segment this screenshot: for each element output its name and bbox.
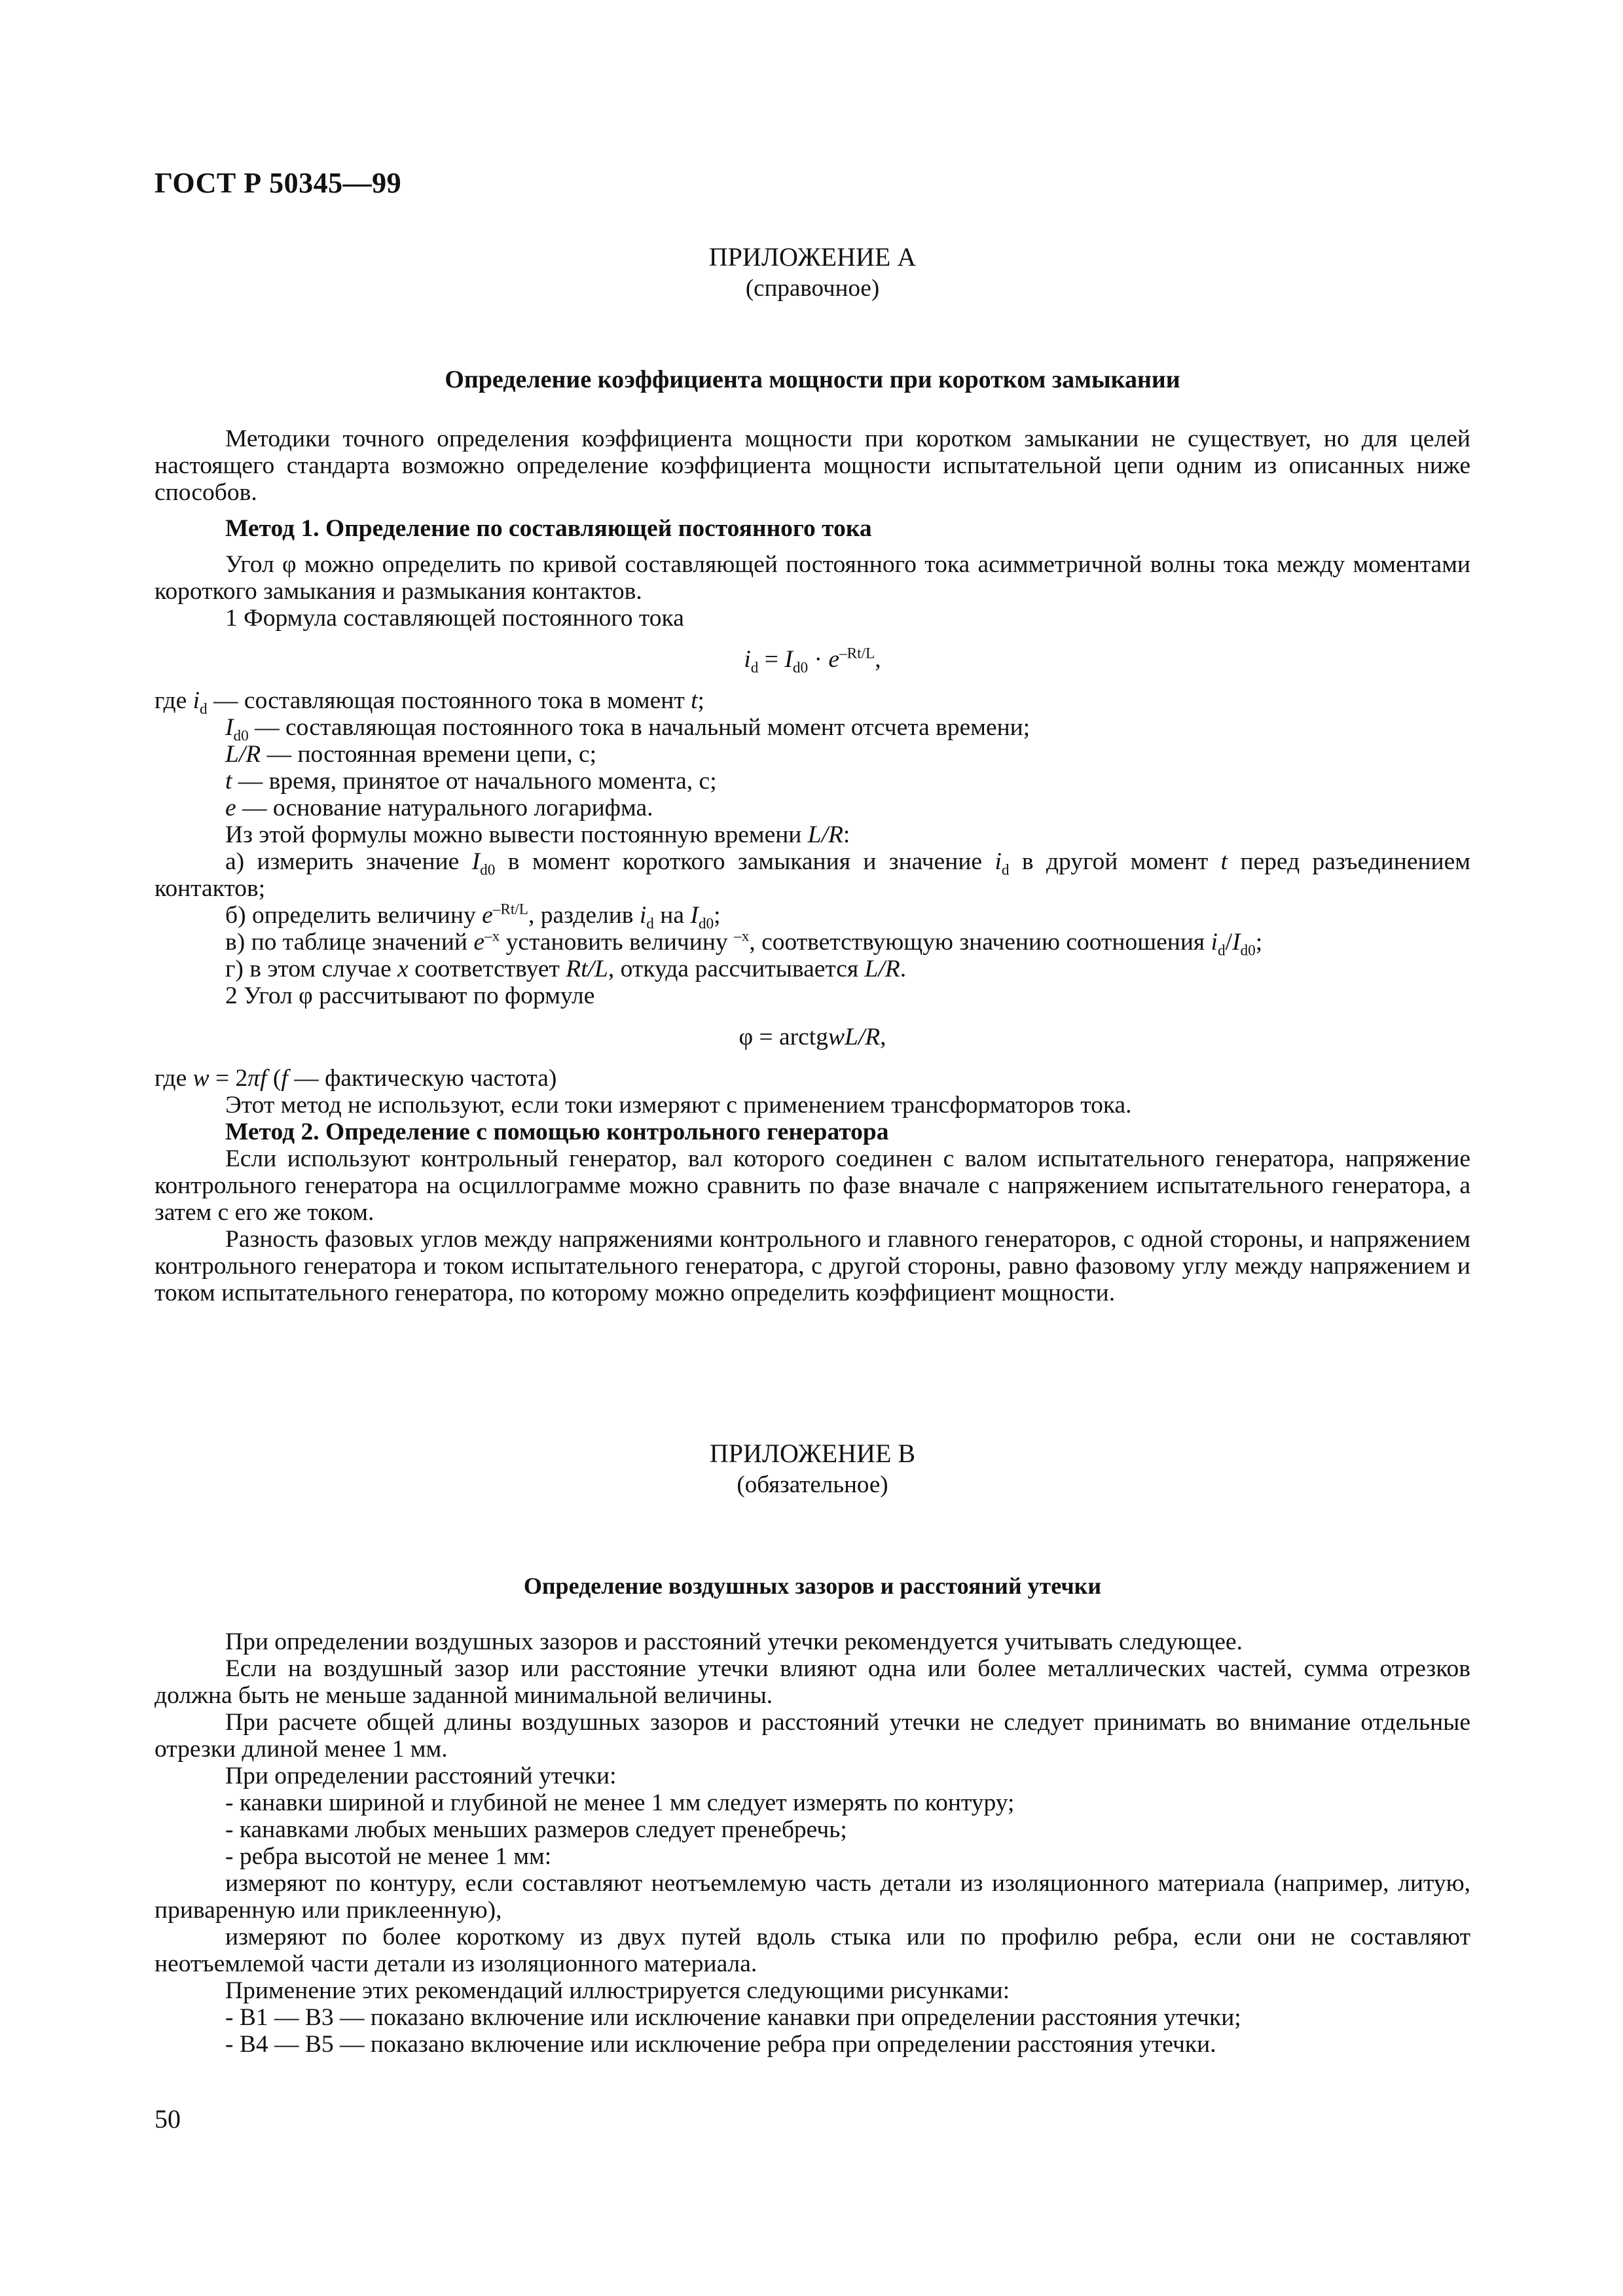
b-paragraph-4: При определении расстояний утечки: (225, 1763, 617, 1789)
method-1-note: Этот метод не используют, если токи измеряют с применением трансформаторов тока. (225, 1092, 1132, 1119)
b-list-item-5: - В4 — В5 — показано включение или исключение ребра при определении расстояния утечки. (225, 2031, 1216, 2058)
b-paragraph-5: измеряют по контуру, если составляют неотъемлемую часть детали из изоляционного материала (например, литую, приваренную или приклеенную), (155, 1870, 1470, 1924)
where-lr: L/R — постоянная времени цепи, с; (225, 741, 597, 768)
formula-1: $i_d = I_{d0} \cdot e^{-Rt/L}$, (744, 645, 881, 677)
b-paragraph-2: Если на воздушный зазор или расстояние утечки влияют одна или более металлических частей, сумма отрезков должна быть не меньше заданной минимальной величины. (155, 1655, 1470, 1709)
where-id: где $i_d$ — составляющая постоянного тока в момент t; (155, 687, 704, 718)
appendix-a-body (155, 425, 1470, 1306)
page-number: 50 (155, 2104, 181, 2134)
where-t: t — время, принятое от начального момента, с; (225, 768, 717, 795)
method-1-paragraph: Угол φ можно определить по кривой составляющей постоянного тока асимметричной волны тока между моментами короткого замыкания и размыкания контактов. (155, 551, 1470, 605)
where-id0: $I_{d0}$ — составляющая постоянного тока в начальный момент отсчета времени; (225, 714, 1030, 745)
step-d: г) в этом случае x соответствует Rt/L, откуда рассчитывается L/R. (225, 956, 907, 982)
method-1-heading: Метод 1. Определение по составляющей постоянного тока (225, 515, 872, 542)
method-2-paragraph-1: Если используют контрольный генератор, вал которого соединен с валом испытательного генератора, напряжение контрольного генератора на осциллограмме можно сравнить по фазе вначале с напряжением испытательного генератора, а затем с его же током. (155, 1145, 1470, 1226)
method-2-paragraph-2: Разность фазовых углов между напряжениями контрольного и главного генераторов, с одной стороны, и напряжением контрольного генератора и током испытательного генератора, с другой стороны, равно фазовому углу между напряжением и током испытательного генератора, по которому можно определить коэффициент мощности. (155, 1226, 1470, 1306)
where-e: e — основание натурального логарифма. (225, 795, 653, 821)
formula-1-caption: 1 Формула составляющей постоянного тока (225, 605, 684, 632)
formula-2-caption: 2 Угол φ рассчитывают по формуле (225, 982, 595, 1009)
b-paragraph-7: Применение этих рекомендаций иллюстрируется следующими рисунками: (225, 1977, 1010, 2004)
appendix-b-status: (обязательное) (737, 1471, 888, 1498)
formula-2: φ = arctgwL/R, (739, 1024, 886, 1050)
document-code: ГОСТ Р 50345—99 (155, 167, 402, 199)
method-2-heading: Метод 2. Определение с помощью контрольного генератора (225, 1119, 889, 1145)
b-list-item-3: - ребра высотой не менее 1 мм: (225, 1843, 552, 1870)
step-c: в) по таблице значений $e^{-x}$ установить величину $^{-x}$, соответствующую значению соотношения $i_d/I_{d0}$; (225, 927, 1263, 960)
step-b: б) определить величину $e^{-Rt/L}$, разделив $i_d$ на $I_{d0}$; (225, 901, 721, 933)
b-paragraph-6: измеряют по более короткому из двух путей вдоль стыка или по профилю ребра, если они не составляют неотъемлемой части детали из изоляционного материала. (155, 1924, 1470, 1977)
where-w: где w = 2πf (f — фактическую частота) (155, 1065, 557, 1092)
appendix-a-status: (справочное) (745, 275, 880, 302)
b-list-item-1: - канавки шириной и глубиной не менее 1 мм следует измерять по контуру; (225, 1789, 1015, 1816)
appendix-b-title: ПРИЛОЖЕНИЕ В (709, 1439, 916, 1468)
appendix-a-section-title: Определение коэффициента мощности при коротком замыкании (445, 366, 1180, 393)
derive-paragraph: Из этой формулы можно вывести постоянную времени L/R: (225, 821, 850, 848)
appendix-a-title: ПРИЛОЖЕНИЕ А (708, 242, 917, 272)
appendix-b-heading (155, 1437, 1470, 1500)
appendix-a-heading (155, 241, 1470, 304)
step-a: а) измерить значение $I_{d0}$ в момент короткого замыкания и значение $i_d$ в другой момент t перед разъединением контактов; (155, 848, 1470, 902)
b-list-item-4: - В1 — В3 — показано включение или исключение канавки при определении расстояния утечки; (225, 2004, 1241, 2031)
b-list-item-2: - канавками любых меньших размеров следует пренебречь; (225, 1816, 847, 1843)
b-paragraph-1: При определении воздушных зазоров и расстояний утечки рекомендуется учитывать следующее. (225, 1628, 1243, 1655)
b-paragraph-3: При расчете общей длины воздушных зазоров и расстояний утечки не следует принимать во внимание отдельные отрезки длиной менее 1 мм. (155, 1709, 1470, 1763)
appendix-b-body (155, 1628, 1470, 2058)
intro-paragraph: Методики точного определения коэффициента мощности при коротком замыкании не существует, но для целей настоящего стандарта возможно определение коэффициента мощности испытательной цепи одним из описанных ниже способов. (155, 425, 1470, 506)
appendix-b-section-title: Определение воздушных зазоров и расстояний утечки (523, 1573, 1102, 1599)
